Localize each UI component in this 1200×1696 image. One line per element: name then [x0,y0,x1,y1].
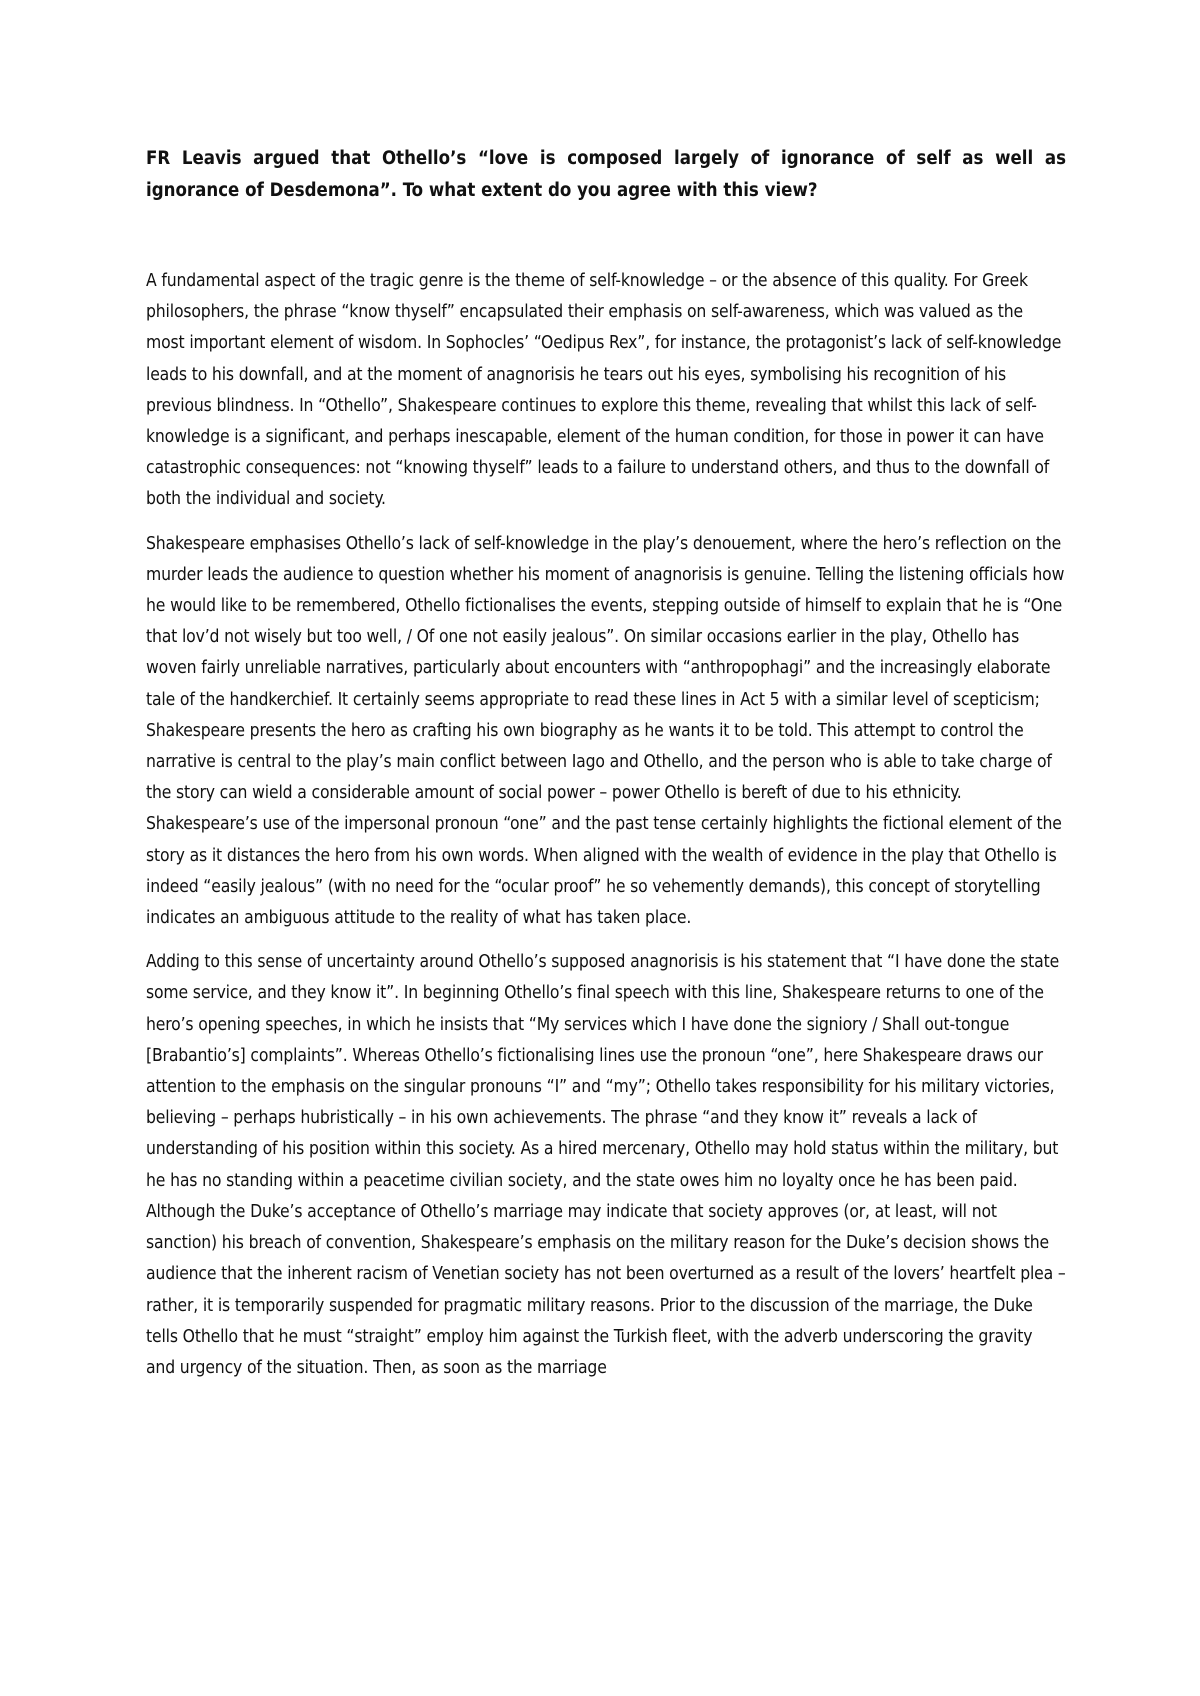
title-spacer [146,206,1066,266]
paragraph-introduction: A fundamental aspect of the tragic genre is the theme of self-knowledge – or the absence of this quality. For Greek philosophers, the phrase “know thyself” encapsulated their emphasis on self-awareness, which was valued as the most important element of wisdom. In Sophocles’ “Oedipus Rex”, for instance, the protagonist’s lack of self-knowledge leads to his downfall, and at the moment of anagnorisis he tears out his eyes, symbolising his recognition of his previous blindness. In “Othello”, Shakespeare continues to explore this theme, revealing that whilst this lack of self-knowledge is a significant, and perhaps inescapable, element of the human condition, for those in power it can have catastrophic consequences: not “knowing thyself” leads to a failure to understand others, and thus to the downfall of both the individual and society. [146,271,1062,510]
essay-title: FR Leavis argued that Othello’s “love is composed largely of ignorance of self as well as ignorance of Desdemona”. To what extent do you agree with this view? [146,148,1066,201]
paragraph-state-service: Adding to this sense of uncertainty around Othello’s supposed anagnorisis is his statement that “I have done the state some service, and they know it”. In beginning Othello’s final speech with this line, Shakespeare returns to one of the hero’s opening speeches, in which he insists that “My services which I have done the signiory / Shall out-tongue [Brabantio’s] complaints”. Whereas Othello’s fictionalising lines use the pronoun “one”, here Shakespeare draws our attention to the emphasis on the singular pronouns “I” and “my”; Othello takes responsibility for his military victories, believing – perhaps hubristically – in his own achievements. The phrase “and they know it” reveals a lack of understanding of his position within this society. As a hired mercenary, Othello may hold status within the military, but he has no standing within a peacetime civilian society, and the state owes him no loyalty once he has been paid. Although the Duke’s acceptance of Othello’s marriage may indicate that society approves (or, at least, will not sanction) his breach of convention, Shakespeare’s emphasis on the military reason for the Duke’s decision shows the audience that the inherent racism of Venetian society has not been overturned as a result of the lovers’ heartfelt plea – rather, it is temporarily suspended for pragmatic military reasons. Prior to the discussion of the marriage, the Duke tells Othello that he must “straight” employ him against the Turkish fleet, with the adverb underscoring the gravity and urgency of the situation. Then, as soon as the marriage [146,952,1066,1378]
essay-body [146,143,1066,1397]
paragraph-self-knowledge: Shakespeare emphasises Othello’s lack of self-knowledge in the play’s denouement, where the hero’s reflection on the murder leads the audience to question whether his moment of anagnorisis is genuine. Telling the listening officials how he would like to be remembered, Othello fictionalises the events, stepping outside of himself to explain that he is “One that lov’d not wisely but too well, / Of one not easily jealous”. On similar occasions earlier in the play, Othello has woven fairly unreliable narratives, particularly about encounters with “anthropophagi” and the increasingly elaborate tale of the handkerchief. It certainly seems appropriate to read these lines in Act 5 with a similar level of scepticism; Shakespeare presents the hero as crafting his own biography as he wants it to be told. This attempt to control the narrative is central to the play’s main conflict between Iago and Othello, and the person who is able to take charge of the story can wield a considerable amount of social power – power Othello is bereft of due to his ethnicity. Shakespeare’s use of the impersonal pronoun “one” and the past tense certainly highlights the fictional element of the story as it distances the hero from his own words. When aligned with the wealth of evidence in the play that Othello is indeed “easily jealous” (with no need for the “ocular proof” he so vehemently demands), this concept of storytelling indicates an ambiguous attitude to the reality of what has taken place. [146,533,1065,929]
